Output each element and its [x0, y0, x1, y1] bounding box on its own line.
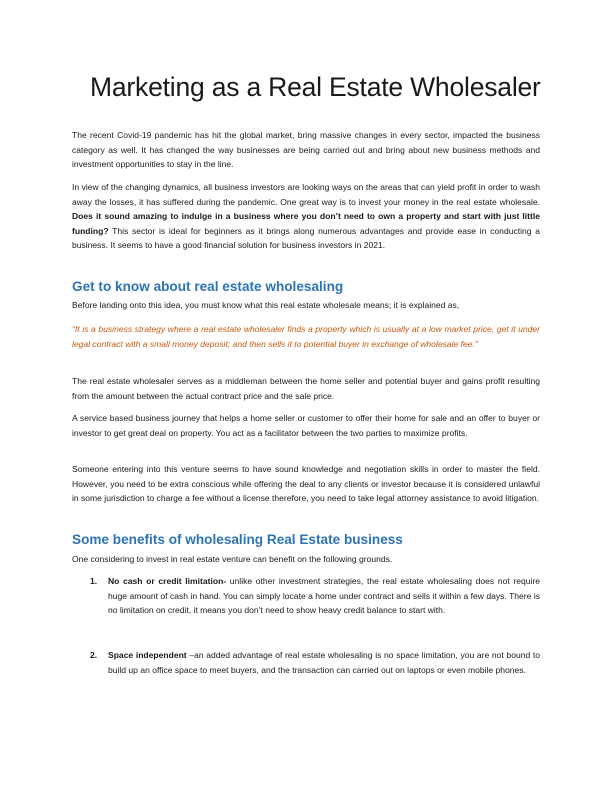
list-item-text: –an added advantage of real estate wholesaling is no space limitation, you are not bound to build up an office space to meet buyers, and the transaction can carried out on laptops or even mobile phones.: [108, 650, 540, 675]
intro-paragraph-2: [72, 180, 540, 253]
intro-paragraph-2-end: This sector is ideal for beginners as it brings along numerous advantages and provide ease in conducting a business. It seems to have a good financial solution for business investors in 2021.: [72, 225, 540, 251]
list-item: [108, 648, 540, 677]
page-title: Marketing as a Real Estate Wholesaler: [90, 72, 541, 102]
section-heading-benefits: Some benefits of wholesaling Real Estate business: [72, 532, 403, 547]
list-item-number: 1.: [90, 576, 98, 586]
list-item-bold: No cash or credit limitation-: [108, 576, 227, 586]
section-2-lead: One considering to invest in real estate venture can benefit on the following grounds.: [72, 554, 393, 564]
section-1-paragraph-3: Someone entering into this venture seems to have sound knowledge and negotiation skills in order to master the field. However, you need to be extra conscious while offering the deal to any clients or investor because it is considered unlawful in some jurisdiction to charge a fee without a license therefore, you need to take legal attorney assistance to avoid litigation.: [72, 464, 540, 504]
section-1-paragraph-2: A service based business journey that helps a home seller or customer to offer their home for sale and an offer to buyer or investor to get great deal on property. You act as a facilitator between the two parties to maximize profits.: [72, 413, 540, 438]
list-item-number: 2.: [90, 650, 98, 660]
section-heading-wholesaling: Get to know about real estate wholesaling: [72, 279, 344, 294]
definition-quote: “It is a business strategy where a real estate wholesaler finds a property which is usually at a low market price, get it under legal contract with a small money deposit; and then sells it to potential buyer in exchange of wholesale fee.”: [72, 324, 540, 349]
list-item-text: unlike other investment strategies, the real estate wholesaling does not require huge amount of cash in hand. You can simply locate a home under contract and sells it within a few days. There is no limitation on credit, it means you don’t need to show heavy credit balance to start with.: [108, 576, 540, 616]
intro-paragraph-2-bold: Does it sound amazing to indulge in a business where you don’t need to own a property and start with just little funding?: [72, 211, 540, 236]
section-1-paragraph-1: The real estate wholesaler serves as a middleman between the home seller and potential buyer and gains profit resulting from the amount between the actual contract price and the sale price.: [72, 376, 540, 401]
intro-paragraph-1: The recent Covid-19 pandemic has hit the global market, bring massive changes in every sector, impacted the business category as well. It has changed the way businesses are being carried out and bring about new business methods and investment opportunities to stay in the line.: [72, 130, 540, 170]
intro-paragraph-2-start: In view of the changing dynamics, all business investors are looking ways on the areas that can yield profit in order to wash away the losses, it has suffered during the pandemic. One great way is to invest your money in the real estate wholesale.: [72, 182, 540, 207]
section-1-lead: Before landing onto this idea, you must know what this real estate wholesale means; it is explained as,: [72, 300, 460, 310]
list-item: [108, 574, 540, 618]
list-item-bold: Space independent: [108, 650, 187, 660]
